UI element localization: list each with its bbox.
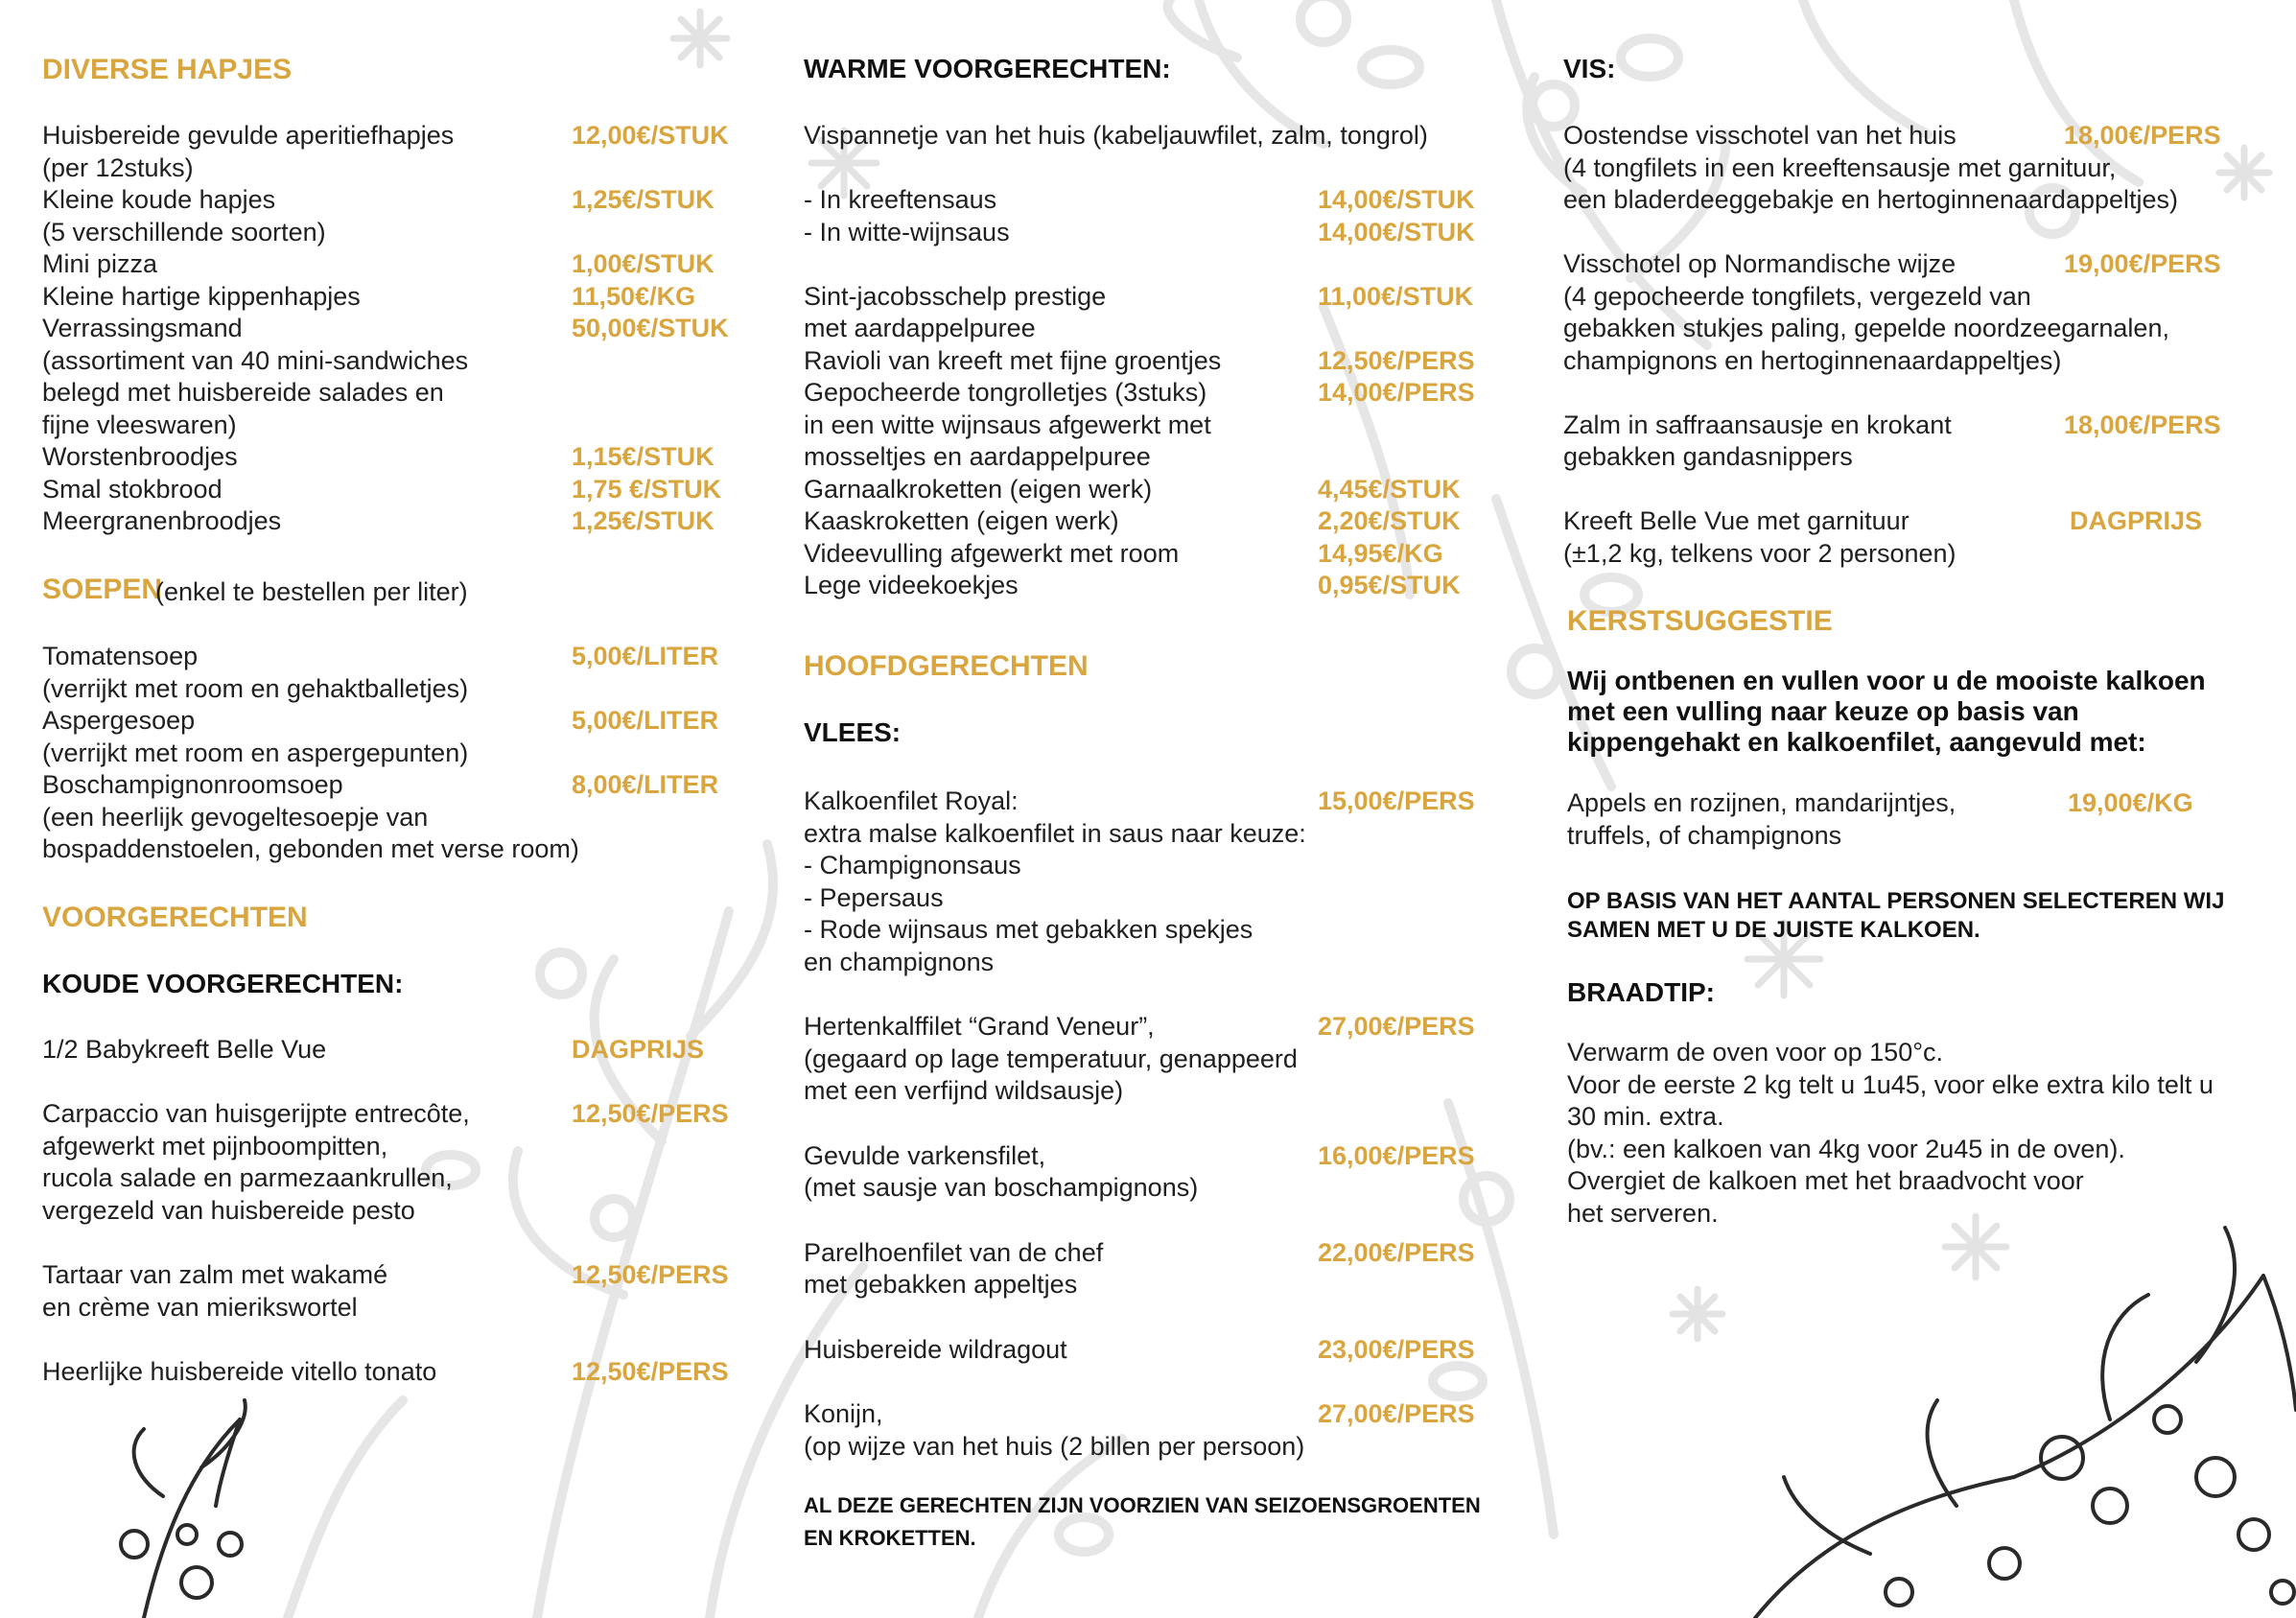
menu-item-detail: (5 verschillende soorten) bbox=[42, 218, 326, 246]
menu-price: 14,95€/KG bbox=[1318, 539, 1443, 568]
menu-item-detail: - Champignonsaus bbox=[804, 851, 1021, 879]
menu-price: 11,00€/STUK bbox=[1318, 282, 1474, 311]
menu-price: DAGPRIJS bbox=[2070, 506, 2203, 535]
section-heading-hoofdgerechten: HOOFDGERECHTEN bbox=[804, 650, 1089, 682]
menu-item: Videevulling afgewerkt met room bbox=[804, 539, 1180, 568]
menu-item-detail: een bladerdeeggebakje en hertoginnenaardappeltjes) bbox=[1563, 185, 2179, 214]
menu-item: Smal stokbrood bbox=[42, 475, 223, 504]
braadtip-line: Overgiet de kalkoen met het braadvocht voor bbox=[1567, 1166, 2084, 1195]
menu-item-detail: met aardappelpuree bbox=[804, 314, 1036, 342]
menu-item-detail: vergezeld van huisbereide pesto bbox=[42, 1196, 415, 1225]
menu-item: Verrassingsmand bbox=[42, 314, 243, 342]
menu-price: 14,00€/STUK bbox=[1318, 185, 1475, 214]
menu-item-detail: - Rode wijnsaus met gebakken spekjes bbox=[804, 915, 1253, 944]
menu-price: 14,00€/PERS bbox=[1318, 378, 1475, 407]
kerst-intro-line: kippengehakt en kalkoenfilet, aangevuld met: bbox=[1567, 727, 2146, 757]
menu-item: Mini pizza bbox=[42, 249, 158, 278]
menu-price: 27,00€/PERS bbox=[1318, 1399, 1475, 1428]
menu-item-detail: (4 gepocheerde tongfilets, vergezeld van bbox=[1563, 282, 2031, 311]
menu-item: Sint-jacobsschelp prestige bbox=[804, 282, 1107, 311]
menu-item: Kreeft Belle Vue met garnituur bbox=[1563, 506, 1909, 535]
section-heading-vis: VIS: bbox=[1563, 54, 1616, 83]
menu-item-detail: rucola salade en parmezaankrullen, bbox=[42, 1163, 453, 1192]
menu-price: 1,75 €/STUK bbox=[572, 475, 722, 504]
menu-price: 16,00€/PERS bbox=[1318, 1141, 1475, 1170]
section-heading-soepen: SOEPEN bbox=[42, 574, 163, 605]
menu-item: Garnaalkroketten (eigen werk) bbox=[804, 475, 1153, 504]
menu-item-detail: (op wijze van het huis (2 billen per persoon) bbox=[804, 1432, 1305, 1461]
menu-item: Vispannetje van het huis (kabeljauwfilet, zalm, tongrol) bbox=[804, 121, 1428, 150]
menu-item-detail: in een witte wijnsaus afgewerkt met bbox=[804, 410, 1211, 439]
menu-price: 11,50€/KG bbox=[572, 282, 696, 311]
menu-item: Parelhoenfilet van de chef bbox=[804, 1238, 1104, 1267]
menu-item-detail: gebakken stukjes paling, gepelde noordzeegarnalen, bbox=[1563, 314, 2169, 342]
menu-item: Huisbereide wildragout bbox=[804, 1335, 1067, 1364]
menu-item: Hertenkalffilet “Grand Veneur”, bbox=[804, 1012, 1155, 1041]
menu-item: Konijn, bbox=[804, 1399, 883, 1428]
section-heading-warme-voorgerechten: WARME VOORGERECHTEN: bbox=[804, 54, 1171, 83]
menu-price: 5,00€/LITER bbox=[572, 706, 719, 735]
section-heading-diverse-hapjes: DIVERSE HAPJES bbox=[42, 54, 293, 85]
menu-item: Aspergesoep bbox=[42, 706, 196, 735]
menu-item: 1/2 Babykreeft Belle Vue bbox=[42, 1035, 327, 1064]
menu-item: Tartaar van zalm met wakamé bbox=[42, 1260, 388, 1289]
menu-item: - In kreeftensaus bbox=[804, 185, 997, 214]
menu-price: DAGPRIJS bbox=[572, 1035, 705, 1064]
menu-item-detail: (per 12stuks) bbox=[42, 153, 194, 182]
menu-price: 1,15€/STUK bbox=[572, 442, 715, 471]
menu-item: Meergranenbroodjes bbox=[42, 506, 282, 535]
menu-item: Kleine hartige kippenhapjes bbox=[42, 282, 361, 311]
menu-price: 19,00€/KG bbox=[2068, 788, 2193, 817]
braadtip-line: 30 min. extra. bbox=[1567, 1102, 1724, 1131]
menu-price: 0,95€/STUK bbox=[1318, 571, 1461, 599]
menu-price: 18,00€/PERS bbox=[2064, 121, 2221, 150]
menu-price: 12,00€/STUK bbox=[572, 121, 729, 150]
menu-item-detail: (assortiment van 40 mini-sandwiches bbox=[42, 346, 469, 375]
menu-price: 15,00€/PERS bbox=[1318, 786, 1475, 815]
menu-item-detail: (met sausje van boschampignons) bbox=[804, 1173, 1199, 1202]
menu-item-detail: en champignons bbox=[804, 948, 995, 976]
menu-item-detail: (4 tongfilets in een kreeftensausje met garnituur, bbox=[1563, 153, 2117, 182]
menu-price: 19,00€/PERS bbox=[2064, 249, 2221, 278]
section-heading-kerstsuggestie: KERSTSUGGESTIE bbox=[1567, 605, 1833, 637]
subsection-heading-braadtip: BRAADTIP: bbox=[1567, 977, 1715, 1007]
menu-item: Visschotel op Normandische wijze bbox=[1563, 249, 1956, 278]
menu-item-detail: mosseltjes en aardappelpuree bbox=[804, 442, 1151, 471]
menu-item: Gepocheerde tongrolletjes (3stuks) bbox=[804, 378, 1207, 407]
menu-price: 1,25€/STUK bbox=[572, 185, 715, 214]
menu-item: Oostendse visschotel van het huis bbox=[1563, 121, 1956, 150]
section-heading-voorgerechten: VOORGERECHTEN bbox=[42, 902, 308, 933]
menu-item-detail: - Pepersaus bbox=[804, 883, 944, 912]
menu-item: Worstenbroodjes bbox=[42, 442, 238, 471]
kerst-intro-line: Wij ontbenen en vullen voor u de mooiste kalkoen bbox=[1567, 666, 2206, 695]
kerst-intro-line: met een vulling naar keuze op basis van bbox=[1567, 696, 2079, 726]
menu-item-detail: (een heerlijk gevogeltesoepje van bbox=[42, 803, 429, 832]
menu-item: Kalkoenfilet Royal: bbox=[804, 786, 1019, 815]
braadtip-line: Verwarm de oven voor op 150°c. bbox=[1567, 1038, 1944, 1067]
menu-item-detail: met gebakken appeltjes bbox=[804, 1270, 1078, 1299]
menu-item: Carpaccio van huisgerijpte entrecôte, bbox=[42, 1099, 470, 1128]
menu-price: 1,25€/STUK bbox=[572, 506, 715, 535]
menu-item-detail: (verrijkt met room en gehaktballetjes) bbox=[42, 674, 469, 703]
subsection-heading-koude: KOUDE VOORGERECHTEN: bbox=[42, 969, 404, 998]
menu-price: 50,00€/STUK bbox=[572, 314, 729, 342]
menu-price: 8,00€/LITER bbox=[572, 770, 719, 799]
menu-item: Tomatensoep bbox=[42, 642, 199, 670]
menu-price: 2,20€/STUK bbox=[1318, 506, 1461, 535]
menu-item: Gevulde varkensfilet, bbox=[804, 1141, 1046, 1170]
menu-item: Kaaskroketten (eigen werk) bbox=[804, 506, 1119, 535]
seasonal-note-line1: AL DEZE GERECHTEN ZIJN VOORZIEN VAN SEIZOENSGROENTEN bbox=[804, 1493, 1481, 1517]
menu-price: 27,00€/PERS bbox=[1318, 1012, 1475, 1041]
menu-price: 1,00€/STUK bbox=[572, 249, 715, 278]
menu-item-detail: fijne vleeswaren) bbox=[42, 410, 237, 439]
menu-item-detail: extra malse kalkoenfilet in saus naar keuze: bbox=[804, 819, 1306, 848]
menu-price: 12,50€/PERS bbox=[572, 1099, 729, 1128]
menu-item-detail: met een verfijnd wildsausje) bbox=[804, 1076, 1124, 1105]
menu-item-detail: afgewerkt met pijnboompitten, bbox=[42, 1132, 388, 1161]
menu-item: Appels en rozijnen, mandarijntjes, bbox=[1567, 788, 1956, 817]
menu-price: 5,00€/LITER bbox=[572, 642, 719, 670]
braadtip-line: (bv.: een kalkoen van 4kg voor 2u45 in de oven). bbox=[1567, 1135, 2125, 1163]
menu-price: 23,00€/PERS bbox=[1318, 1335, 1475, 1364]
menu-price: 12,50€/PERS bbox=[572, 1260, 729, 1289]
menu-price: 18,00€/PERS bbox=[2064, 410, 2221, 439]
menu-item-detail: gebakken gandasnippers bbox=[1563, 442, 1853, 471]
menu-item-detail: champignons en hertoginnenaardappeltjes) bbox=[1563, 346, 2062, 375]
menu-item-detail: bospaddenstoelen, gebonden met verse room) bbox=[42, 834, 579, 863]
menu-item-detail: en crème van mierikswortel bbox=[42, 1293, 358, 1322]
menu-price: 12,50€/PERS bbox=[572, 1357, 729, 1386]
braadtip-line: het serveren. bbox=[1567, 1199, 1719, 1228]
selecteren-note-line1: OP BASIS VAN HET AANTAL PERSONEN SELECTEREN WIJ bbox=[1567, 888, 2225, 914]
menu-item: - In witte-wijnsaus bbox=[804, 218, 1010, 246]
menu-item: Ravioli van kreeft met fijne groentjes bbox=[804, 346, 1222, 375]
menu-item: Kleine koude hapjes bbox=[42, 185, 276, 214]
menu-item-detail: belegd met huisbereide salades en bbox=[42, 378, 444, 407]
braadtip-line: Voor de eerste 2 kg telt u 1u45, voor elke extra kilo telt u bbox=[1567, 1070, 2214, 1099]
menu-item-detail: (verrijkt met room en aspergepunten) bbox=[42, 739, 469, 767]
menu-item-detail: (gegaard op lage temperatuur, genappeerd bbox=[804, 1044, 1298, 1073]
menu-item: Heerlijke huisbereide vitello tonato bbox=[42, 1357, 437, 1386]
menu-price: 14,00€/STUK bbox=[1318, 218, 1475, 246]
menu-price: 4,45€/STUK bbox=[1318, 475, 1461, 504]
menu-item: Boschampignonroomsoep bbox=[42, 770, 343, 799]
menu-item-detail: truffels, of champignons bbox=[1567, 821, 1842, 850]
seasonal-note-line2: EN KROKETTEN. bbox=[804, 1526, 976, 1550]
menu-price: 22,00€/PERS bbox=[1318, 1238, 1475, 1267]
menu-price: 12,50€/PERS bbox=[1318, 346, 1475, 375]
menu-item: Zalm in saffraansausje en krokant bbox=[1563, 410, 1952, 439]
selecteren-note-line2: SAMEN MET U DE JUISTE KALKOEN. bbox=[1567, 917, 1980, 943]
menu-item: Huisbereide gevulde aperitiefhapjes bbox=[42, 121, 455, 150]
menu-item: Lege videekoekjes bbox=[804, 571, 1019, 599]
subsection-heading-vlees: VLEES: bbox=[804, 717, 902, 747]
section-subheading: (enkel te bestellen per liter) bbox=[155, 577, 468, 606]
menu-item-detail: (±1,2 kg, telkens voor 2 personen) bbox=[1563, 539, 1956, 568]
